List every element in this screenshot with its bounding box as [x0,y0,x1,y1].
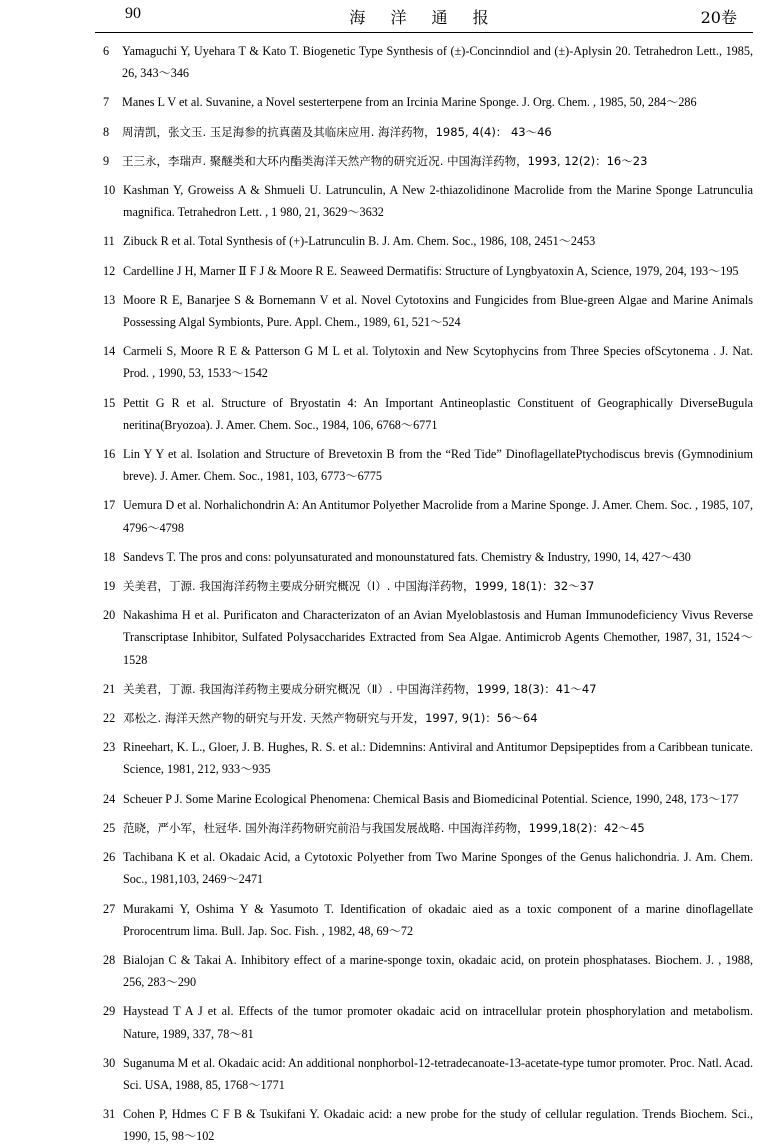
reference-item [103,40,753,84]
reference-number: 18 [103,549,116,564]
reference-item [103,707,753,729]
reference-text: 范晓，严小军，杜冠华. 国外海洋药物研究前沿与我国发展战略. 中国海洋药物，1999,18(2)：42～45 [123,820,645,835]
reference-text: 王三永，李瑞声. 聚醚类和大环内酯类海洋天然产物的研究近况. 中国海洋药物，1993, 12(2)：16～23 [122,153,648,168]
reference-number: 13 [103,292,116,307]
reference-text: Nakashima H et al. Purificaton and Characterizaton of an Avian Myeloblastosis and Human Immunodeficiency Vivus Reverse Transcriptase Inhibitor, Sulfated Polysaccharides Extracted from Sea Algae. Antimicrob Agents Chemother, 1987, 31, 1524～1528 [123,608,753,667]
reference-item [103,1052,753,1096]
reference-number: 31 [103,1107,116,1122]
reference-number: 15 [103,395,116,410]
reference-item [103,443,753,487]
reference-number: 26 [103,850,116,865]
reference-item [103,230,753,252]
reference-number: 25 [103,820,116,835]
reference-text: 关美君，丁源. 我国海洋药物主要成分研究概况（Ⅱ）. 中国海洋药物，1999, 18(3)：41～47 [123,681,597,696]
reference-item [103,260,753,282]
reference-text: Rineehart, K. L., Gloer, J. B. Hughes, R. S. et al.: Didemnins: Antiviral and Antitumor Depsipeptides from a Caribbean tunicate. Science, 1981, 212, 933～935 [123,740,753,777]
reference-text: Kashman Y, Groweiss A & Shmueli U. Latrunculin, A New 2-thiazolidinone Macrolide from the Marine Sponge Latrunculia magnifica. Tetrahedron Lett. , 1 980, 21, 3629～3632 [123,183,753,220]
reference-item [103,898,753,942]
reference-text: 邓松之. 海洋天然产物的研究与开发. 天然产物研究与开发，1997, 9(1)：56～64 [123,711,538,726]
reference-text: Moore R E, Banarjee S & Bornemann V et al. Novel Cytotoxins and Fungicides from Blue-green Algae and Marine Animals Possessing Algal Symbionts, Pure. Appl. Chem., 1989, 61, 521～524 [123,292,753,330]
reference-number: 16 [103,447,116,462]
reference-item [103,1000,753,1044]
reference-text: Zibuck R et al. Total Synthesis of (+)-Latrunculin B. J. Am. Chem. Soc., 1986, 108, 2451～2453 [123,234,596,249]
reference-number: 6 [103,44,110,58]
reference-text: 周清凯，张文玉. 玉足海参的抗真菌及其临床应用. 海洋药物，1985, 4(4)： 43～46 [122,124,552,139]
reference-item [103,289,753,333]
reference-item [103,546,753,568]
reference-number: 14 [103,344,116,359]
reference-text: Cardelline J H, Marner Ⅱ F J & Moore R E. Seaweed Dermatifis: Structure of Lyngbyatoxin A, Science, 1979, 204, 193～195 [123,263,739,278]
reference-number: 11 [103,234,115,249]
reference-item [103,179,753,223]
reference-number: 30 [103,1055,116,1070]
reference-text: 关美君，丁源. 我国海洋药物主要成分研究概况（Ⅰ）. 中国海洋药物，1999, 18(1)：32～37 [123,579,595,594]
reference-number: 27 [103,901,116,916]
reference-item [103,604,753,671]
reference-text: Haystead T A J et al. Effects of the tumor promoter okadaic acid on intracellular protein phosphorylation and metabolism. Nature, 1989, 337, 78～81 [123,1004,753,1041]
reference-text: Carmeli S, Moore R E & Patterson G M L et al. Tolytoxin and New Scytophycins from Three Species ofScytonema . J. Nat. Prod. , 1990, 53, 1533～1542 [123,344,753,381]
reference-number: 24 [103,791,116,806]
reference-text: Sandevs T. The pros and cons: polyunsaturated and monounstatured fats. Chemistry & Industry, 1990, 14, 427～430 [123,549,691,564]
reference-number: 8 [103,124,110,139]
reference-text: Uemura D et al. Norhalichondrin A: An Antitumor Polyether Macrolide from a Marine Sponge. J. Amer. Chem. Soc. , 1985, 107, 4796～4798 [123,498,753,535]
reference-item [103,575,753,597]
reference-number: 10 [103,183,116,198]
reference-text: Yamaguchi Y, Uyehara T & Kato T. Biogenetic Type Synthesis of (±)-Concinndiol and (±)-Aplysin 20. Tetrahedron Lett., 1985, 26, 343～346 [122,44,753,81]
reference-number: 29 [103,1004,116,1019]
reference-number: 21 [103,681,116,696]
reference-item [103,846,753,890]
reference-list [103,40,753,1148]
reference-text: Tachibana K et al. Okadaic Acid, a Cytotoxic Polyether from Two Marine Sponges of the Genus halichondria. J. Am. Chem. Soc., 1981,103, 2469～2471 [123,850,753,887]
reference-text: Lin Y Y et al. Isolation and Structure of Brevetoxin B from the “Red Tide” DinoflagellatePtychodiscus brevis (Gymnodinium breve). J. Amer. Chem. Soc., 1981, 103, 6773～6775 [123,447,753,484]
reference-number: 9 [103,153,110,168]
reference-number: 20 [103,608,116,623]
page-number: 90 [125,5,141,22]
reference-item [103,678,753,700]
reference-number: 28 [103,952,116,967]
reference-item [103,788,753,810]
reference-number: 23 [103,740,116,755]
reference-text: Manes L V et al. Suvanine, a Novel sesterterpene from an Ircinia Marine Sponge. J. Org. Chem. , 1985, 50, 284～286 [122,95,697,110]
reference-number: 7 [103,95,110,110]
reference-number: 19 [103,579,116,594]
reference-item [103,91,753,113]
reference-item [103,736,753,780]
reference-item [103,340,753,384]
journal-title: 海 洋 通 报 [349,8,499,27]
reference-item [103,150,753,172]
reference-text: Scheuer P J. Some Marine Ecological Phenomena: Chemical Basis and Biomedicinal Potential. Science, 1990, 248, 173～177 [123,791,739,806]
reference-text: Murakami Y, Oshima Y & Yasumoto T. Identification of okadaic aied as a toxic component of a marine dinoflagellate Prorocentrum lima. Bull. Jap. Soc. Fish. , 1982, 48, 69～72 [123,901,753,938]
reference-text: Cohen P, Hdmes C F B & Tsukifani Y. Okadaic acid: a new probe for the study of cellular regulation. Trends Biochem. Sci., 1990, 15, 98～102 [123,1107,753,1144]
reference-item [103,949,753,993]
page-header [95,0,753,33]
reference-item [103,1103,753,1147]
reference-item [103,392,753,436]
reference-number: 12 [103,263,116,278]
reference-text: Pettit G R et al. Structure of Bryostatin 4: An Important Antineoplastic Constituent of Geographically DiverseBugula neritina(Bryozoa). J. Amer. Chem. Soc., 1984, 106, 6768～6771 [123,395,753,432]
volume-label: 20卷 [700,8,737,27]
reference-number: 22 [103,711,116,726]
reference-item [103,817,753,839]
reference-number: 17 [103,498,116,513]
reference-item [103,121,753,143]
reference-item [103,494,753,538]
reference-text: Suganuma M et al. Okadaic acid: An additional nonphorbol-12-tetradecanoate-13-acetate-type tumor promoter. Proc. Natl. Acad. Sci. USA, 1988, 85, 1768～1771 [123,1055,753,1092]
reference-text: Bialojan C & Takai A. Inhibitory effect of a marine-sponge toxin, okadaic acid, on protein phosphatases. Biochem. J. , 1988, 256, 283～290 [123,952,753,990]
